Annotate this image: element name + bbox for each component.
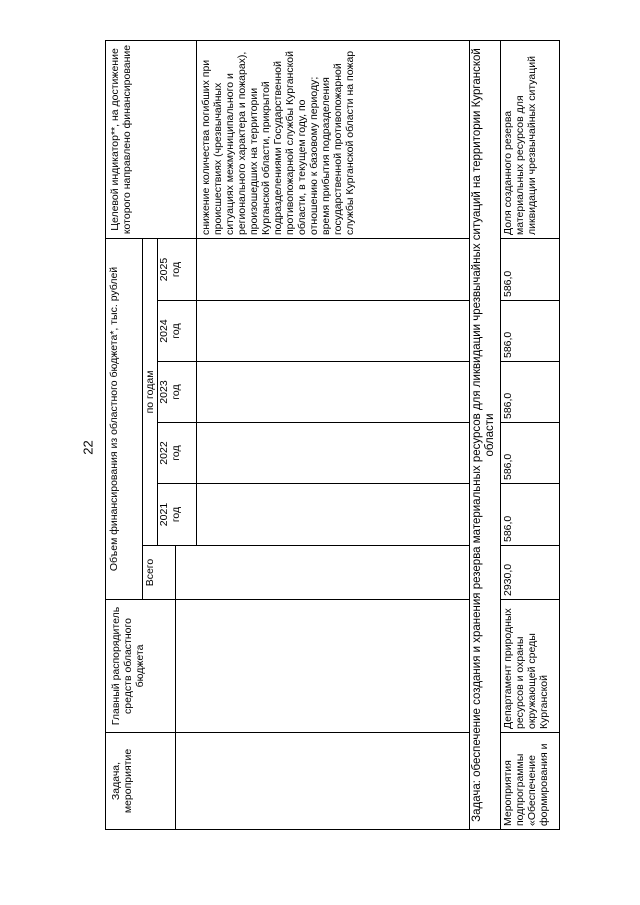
row-2022: 586,0: [500, 422, 560, 484]
row-event: Мероприятия подпрограммы «Обеспечение формирования и: [500, 732, 560, 830]
row-2024: 586,0: [500, 300, 560, 362]
header-year-2023: 2023 год: [157, 361, 197, 423]
header-year-2021: 2021 год: [157, 483, 197, 546]
body-2023: [196, 361, 470, 423]
body-manager: [175, 599, 470, 733]
header-funding: Объем финансирования из областного бюджета*, тыс. рублей: [105, 238, 143, 600]
body-total: [175, 545, 470, 600]
row-total: 2930,0: [500, 545, 560, 600]
header-year-2024: 2024 год: [157, 300, 197, 362]
body-2021: [196, 483, 470, 546]
task-heading: Задача: обеспечение создания и хранения резерва материальных ресурсов для ликвидации чрезвычайных ситуаций на территории Курганской области: [471, 48, 496, 822]
body-2025: [196, 238, 470, 301]
body-task: [175, 732, 470, 830]
row-2021: 586,0: [500, 483, 560, 546]
rotated-table: [105, 40, 550, 830]
row-2023: 586,0: [500, 361, 560, 423]
header-year-2022: 2022 год: [157, 422, 197, 484]
row-manager: Департамент природных ресурсов и охраны окружающей среды Курганской: [500, 599, 560, 733]
header-total: Всего: [142, 545, 176, 600]
header-indicator: Целевой индикатор**, на достижение которого направлено финансирование: [105, 40, 197, 239]
indicator-text: снижение количества погибших при происшествиях (чрезвычайных ситуациях межмуниципального и регионального характера и пожарах), произошедших на территории Курганской области, прикрытой подразделениями Государственной противопожарной службы Курганской области, в текущем году, по отношению к базовому периоду; время прибытия подразделения государственной противопожарной службы Курганской области на пожар: [196, 40, 470, 239]
page-number: 22: [80, 440, 96, 455]
header-year-2025: 2025 год: [157, 238, 197, 301]
body-2024: [196, 300, 470, 362]
row-2025: 586,0: [500, 238, 560, 301]
header-by-years: по годам: [142, 238, 158, 546]
body-2022: [196, 422, 470, 484]
header-task: Задача, мероприятие: [105, 732, 176, 830]
header-manager: Главный распорядитель средств областного бюджета: [105, 599, 176, 733]
row-indicator: Доля созданного резерва материальных ресурсов для ликвидации чрезвычайных ситуаций: [500, 40, 560, 239]
